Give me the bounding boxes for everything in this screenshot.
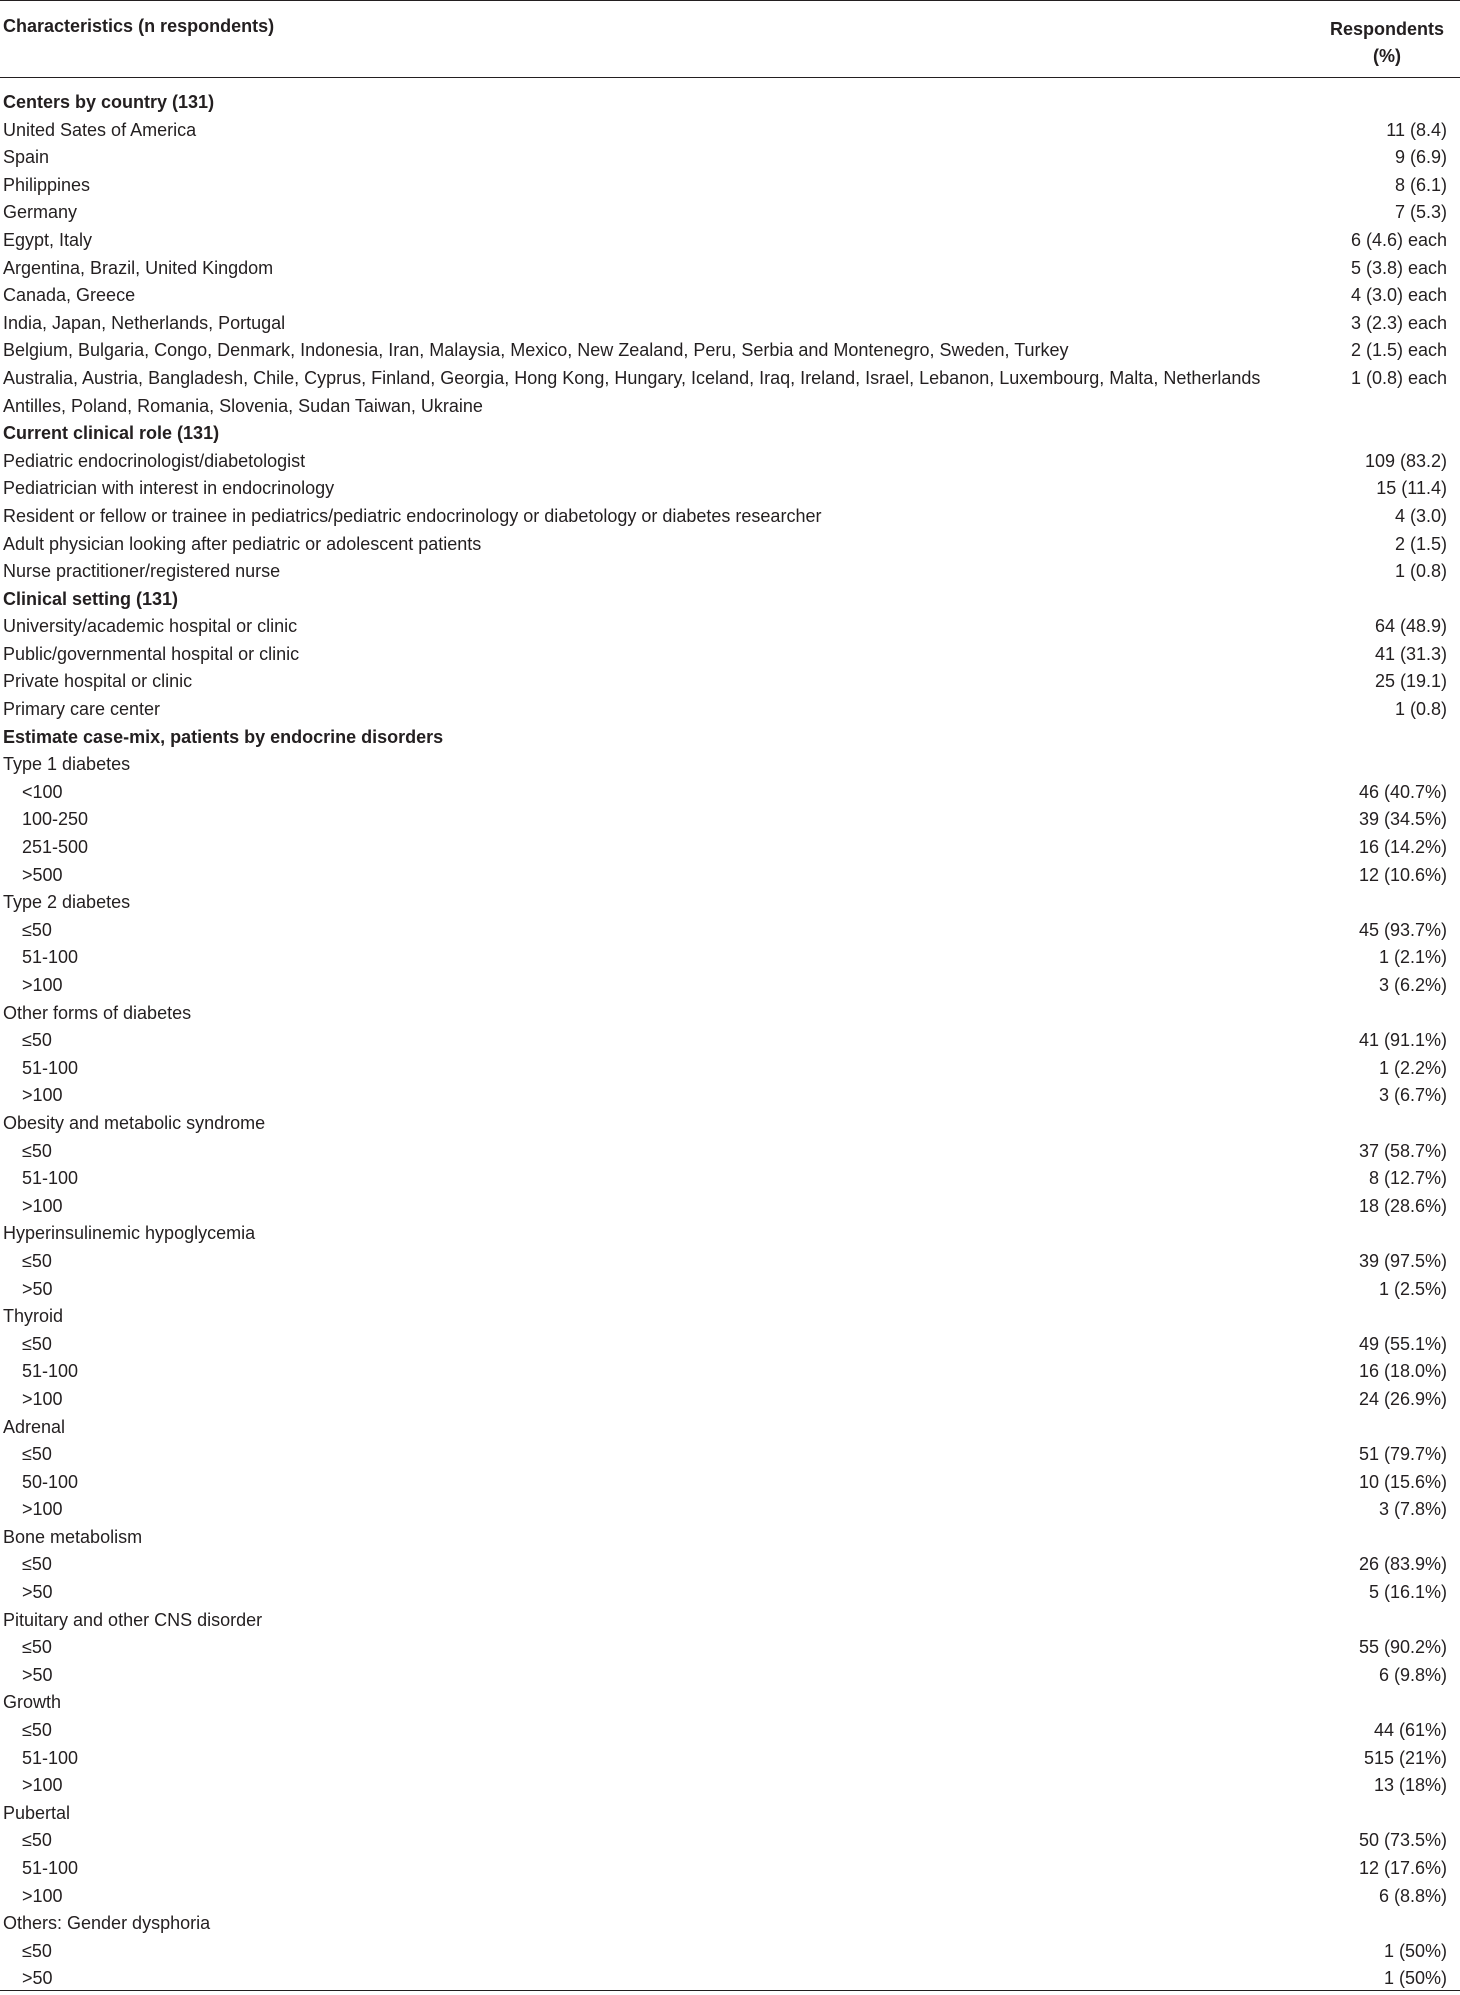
row-label: Private hospital or clinic [3, 671, 193, 692]
table-row [0, 282, 1460, 310]
row-label: 50-100 [22, 1471, 79, 1492]
table-row [0, 751, 1460, 779]
row-value: 26 (83.9%) [1358, 1554, 1447, 1575]
table-header-rule [0, 77, 1460, 78]
row-label: ≤50 [22, 1444, 52, 1465]
row-label: Hyperinsulinemic hypoglycemia [3, 1223, 256, 1244]
row-label: University/academic hospital or clinic [3, 616, 298, 637]
row-value: 15 (11.4) [1376, 478, 1447, 499]
row-label: Primary care center [3, 699, 161, 720]
table-row [0, 475, 1460, 503]
row-label: Belgium, Bulgaria, Congo, Denmark, Indonesia, Iran, Malaysia, Mexico, New Zealand, Peru, Serbia and Montenegro, Sweden, Turkey [3, 340, 1069, 361]
table-row [0, 917, 1460, 945]
table-row [0, 1220, 1460, 1248]
row-label: ≤50 [22, 1637, 52, 1658]
table-row [0, 1634, 1460, 1662]
row-label: Canada, Greece [3, 285, 136, 306]
table-row [0, 1689, 1460, 1717]
table-row [0, 1772, 1460, 1800]
table-bottom-rule [0, 1990, 1460, 1991]
row-label: >100 [22, 1499, 63, 1520]
row-value: 6 (8.8%) [1378, 1885, 1447, 1906]
table-row [0, 310, 1460, 338]
row-label: ≤50 [22, 1940, 52, 1961]
table-row [0, 1910, 1460, 1938]
row-value: 1 (0.8) [1394, 699, 1447, 720]
row-value: 5 (3.8) each [1350, 257, 1447, 278]
row-label: 51-100 [22, 1747, 79, 1768]
row-label: Other forms of diabetes [3, 1002, 192, 1023]
row-label: Bone metabolism [3, 1526, 143, 1547]
row-label: ≤50 [22, 1030, 52, 1051]
row-label: Pediatric endocrinologist/diabetologist [3, 450, 306, 471]
row-value: 5 (16.1%) [1368, 1582, 1447, 1603]
row-label: 51-100 [22, 1168, 79, 1189]
table-row [0, 1662, 1460, 1690]
row-value: 7 (5.3) [1394, 202, 1447, 223]
row-label: Egypt, Italy [3, 229, 93, 250]
table-row [0, 1827, 1460, 1855]
row-label: ≤50 [22, 1830, 52, 1851]
table-row [0, 1055, 1460, 1083]
row-label: India, Japan, Netherlands, Portugal [3, 312, 286, 333]
table-row [0, 1469, 1460, 1497]
row-label: <100 [22, 781, 63, 802]
table-row [0, 337, 1460, 365]
row-value: 3 (7.8%) [1378, 1499, 1447, 1520]
table-row [0, 1331, 1460, 1359]
row-value: 3 (2.3) each [1350, 312, 1447, 333]
table-row [0, 1386, 1460, 1414]
table-row [0, 1248, 1460, 1276]
row-value: 12 (10.6%) [1358, 864, 1447, 885]
row-label: ≤50 [22, 1250, 52, 1271]
row-label: Pediatrician with interest in endocrinology [3, 478, 335, 499]
table-row [0, 531, 1460, 559]
row-value: 109 (83.2) [1364, 450, 1447, 471]
row-label: Adult physician looking after pediatric or adolescent patients [3, 533, 482, 554]
table-body [0, 89, 1460, 1993]
row-value: 1 (0.8) each [1350, 367, 1447, 388]
row-label: ≤50 [22, 1333, 52, 1354]
row-value: 2 (1.5) each [1350, 340, 1447, 361]
row-value: 6 (9.8%) [1378, 1664, 1447, 1685]
table-row [0, 972, 1460, 1000]
row-label: Resident or fellow or trainee in pediatrics/pediatric endocrinology or diabetology or diabetes researcher [3, 505, 822, 526]
row-value: 1 (0.8) [1394, 561, 1447, 582]
row-label: 51-100 [22, 1361, 79, 1382]
row-label: >50 [22, 1582, 53, 1603]
table-row [0, 503, 1460, 531]
table-row [0, 1082, 1460, 1110]
row-label: 100-250 [22, 809, 89, 830]
row-label: 51-100 [22, 947, 79, 968]
table-row [0, 862, 1460, 890]
row-label: Growth [3, 1692, 62, 1713]
table-row [0, 1883, 1460, 1911]
row-value: 1 (2.2%) [1378, 1057, 1447, 1078]
row-label: Pubertal [3, 1802, 71, 1823]
section-heading: Centers by country (131) [3, 92, 215, 112]
section-heading: Clinical setting (131) [3, 588, 179, 609]
row-label: Type 1 diabetes [3, 754, 131, 775]
row-label: Argentina, Brazil, United Kingdom [3, 257, 274, 278]
row-label: Others: Gender dysphoria [3, 1913, 211, 1934]
row-label: >100 [22, 1775, 63, 1796]
header-respondents-line2: (%) [1373, 46, 1401, 66]
table-row [0, 227, 1460, 255]
row-value: 44 (61%) [1373, 1720, 1447, 1741]
row-label: Obesity and metabolic syndrome [3, 1112, 266, 1133]
row-label: >50 [22, 1968, 53, 1989]
table-header [0, 12, 1460, 76]
table-row [0, 1441, 1460, 1469]
row-label: >100 [22, 1085, 63, 1106]
row-value: 41 (91.1%) [1358, 1030, 1447, 1051]
section-row [0, 89, 1460, 117]
row-label: 51-100 [22, 1858, 79, 1878]
row-value: 39 (97.5%) [1358, 1250, 1447, 1271]
row-value: 25 (19.1) [1374, 671, 1447, 692]
table-row [0, 944, 1460, 972]
row-value: 3 (6.2%) [1378, 975, 1447, 995]
row-value: 1 (50%) [1383, 1968, 1447, 1989]
row-label: >100 [22, 1885, 63, 1906]
row-label: ≤50 [22, 1140, 52, 1161]
row-label: Australia, Austria, Bangladesh, Chile, Cyprus, Finland, Georgia, Hong Kong, Hungary, Iceland, Iraq, Ireland, Israel, Lebanon, Luxembourg, Malta, Netherlands Antilles, Poland, Romania, Slovenia, Sudan Taiwan, Ukraine [3, 367, 1261, 416]
row-value: 37 (58.7%) [1358, 1140, 1447, 1161]
row-label: >100 [22, 975, 63, 995]
table-row [0, 365, 1460, 420]
table-row [0, 172, 1460, 200]
row-label: 51-100 [22, 1057, 79, 1078]
row-value: 39 (34.5%) [1358, 809, 1447, 830]
row-value: 41 (31.3) [1374, 643, 1447, 664]
row-value: 8 (12.7%) [1368, 1168, 1447, 1189]
row-label: >100 [22, 1195, 63, 1216]
row-value: 515 (21%) [1363, 1747, 1447, 1768]
table-row [0, 1414, 1460, 1442]
row-value: 4 (3.0) each [1350, 285, 1447, 306]
row-label: Adrenal [3, 1416, 66, 1437]
header-characteristics: Characteristics (n respondents) [3, 16, 275, 36]
row-value: 50 (73.5%) [1358, 1830, 1447, 1851]
row-value: 9 (6.9) [1394, 147, 1447, 168]
row-value: 51 (79.7%) [1358, 1444, 1447, 1465]
table-row [0, 117, 1460, 145]
table-row [0, 144, 1460, 172]
table-row [0, 1524, 1460, 1552]
row-value: 49 (55.1%) [1358, 1333, 1447, 1354]
table-row [0, 1165, 1460, 1193]
row-label: 251-500 [22, 837, 89, 858]
table-row [0, 1000, 1460, 1028]
row-label: ≤50 [22, 919, 52, 940]
row-value: 18 (28.6%) [1358, 1195, 1447, 1216]
table-row [0, 1745, 1460, 1773]
table-row [0, 1579, 1460, 1607]
table-row [0, 1855, 1460, 1883]
row-value: 3 (6.7%) [1378, 1085, 1447, 1106]
row-value: 46 (40.7%) [1358, 781, 1447, 802]
table-row [0, 806, 1460, 834]
row-label: >50 [22, 1278, 53, 1299]
table-row [0, 1938, 1460, 1966]
row-value: 16 (18.0%) [1358, 1361, 1447, 1382]
row-label: United Sates of America [3, 119, 197, 140]
row-value: 1 (2.1%) [1378, 947, 1447, 968]
section-heading: Estimate case-mix, patients by endocrine disorders [3, 726, 444, 747]
table-row [0, 889, 1460, 917]
row-label: ≤50 [22, 1720, 52, 1741]
header-respondents-line1: Respondents [1329, 19, 1444, 39]
table-row [0, 255, 1460, 283]
row-value: 16 (14.2%) [1358, 837, 1447, 858]
row-value: 1 (50%) [1383, 1940, 1447, 1961]
table-row [0, 1496, 1460, 1524]
row-value: 55 (90.2%) [1358, 1637, 1447, 1658]
row-label: Thyroid [3, 1306, 64, 1327]
row-label: >500 [22, 864, 63, 885]
row-value: 64 (48.9) [1374, 616, 1447, 637]
row-label: >100 [22, 1388, 63, 1409]
table-row [0, 1138, 1460, 1166]
table-row [0, 448, 1460, 476]
row-value: 4 (3.0) [1394, 505, 1447, 526]
row-value: 6 (4.6) each [1350, 229, 1447, 250]
table-row [0, 613, 1460, 641]
row-value: 8 (6.1) [1394, 174, 1447, 195]
table-row [0, 668, 1460, 696]
table-row [0, 558, 1460, 586]
row-label: Spain [3, 147, 50, 168]
table-row [0, 641, 1460, 669]
row-label: Pituitary and other CNS disorder [3, 1609, 263, 1630]
row-label: Germany [3, 202, 78, 223]
row-label: ≤50 [22, 1554, 52, 1575]
table-row [0, 1276, 1460, 1304]
row-value: 11 (8.4) [1386, 119, 1447, 140]
table-row [0, 1800, 1460, 1828]
row-value: 45 (93.7%) [1358, 919, 1447, 940]
row-label: >50 [22, 1664, 53, 1685]
table-row [0, 1303, 1460, 1331]
row-label: Public/governmental hospital or clinic [3, 643, 300, 664]
table-row [0, 1717, 1460, 1745]
table-top-rule [0, 0, 1460, 1]
row-value: 12 (17.6%) [1358, 1858, 1447, 1878]
table-row [0, 1965, 1460, 1993]
table-row [0, 696, 1460, 724]
row-value: 24 (26.9%) [1358, 1388, 1447, 1409]
section-row [0, 586, 1460, 614]
table-row [0, 1551, 1460, 1579]
row-label: Philippines [3, 174, 91, 195]
row-label: Type 2 diabetes [3, 892, 131, 913]
header-respondents [1327, 16, 1447, 70]
table-row [0, 1027, 1460, 1055]
table-row [0, 1193, 1460, 1221]
row-value: 2 (1.5) [1394, 533, 1447, 554]
section-heading: Current clinical role (131) [3, 423, 220, 444]
row-value: 10 (15.6%) [1358, 1471, 1447, 1492]
table-row [0, 1358, 1460, 1386]
table-row [0, 779, 1460, 807]
table-row [0, 834, 1460, 862]
row-value: 1 (2.5%) [1378, 1278, 1447, 1299]
table-row [0, 1607, 1460, 1635]
table-row [0, 199, 1460, 227]
section-row [0, 420, 1460, 448]
row-label: Nurse practitioner/registered nurse [3, 561, 281, 582]
table-row [0, 1110, 1460, 1138]
row-value: 13 (18%) [1373, 1775, 1447, 1796]
section-row [0, 724, 1460, 752]
